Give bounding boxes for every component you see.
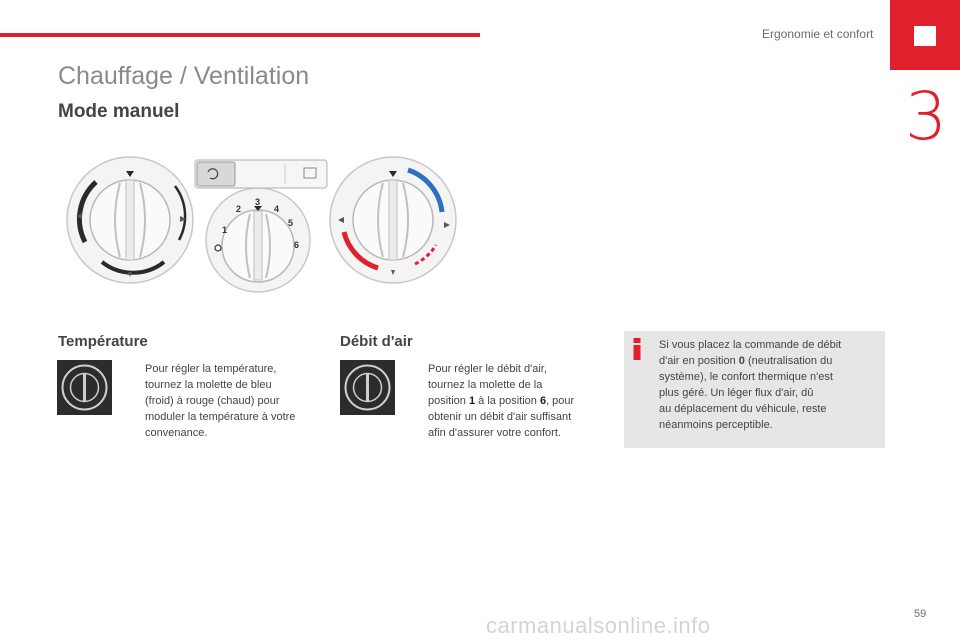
header-red-bar bbox=[0, 33, 480, 37]
chapter-tab-square bbox=[914, 26, 936, 46]
fan-scale-5: 5 bbox=[288, 218, 294, 228]
airflow-heading: Débit d'air bbox=[340, 333, 413, 350]
page-subtitle: Mode manuel bbox=[58, 101, 180, 122]
fan-scale-3: 3 bbox=[255, 197, 261, 207]
fan-scale-4: 4 bbox=[274, 204, 280, 214]
temperature-knob-thumbnail bbox=[57, 360, 112, 415]
fan-scale-6: 6 bbox=[294, 240, 300, 250]
control-panel-diagram bbox=[60, 150, 480, 300]
section-title: Ergonomie et confort bbox=[762, 27, 874, 41]
temperature-knob bbox=[330, 157, 456, 283]
info-text: Si vous placez la commande de débit d'air en position 0 (neutralisation du système), le confort thermique n'est plus géré. Un léger flux d'air, dû au déplacement du véhicule, reste néanmoins perceptible. bbox=[659, 339, 842, 431]
temperature-heading: Température bbox=[58, 333, 148, 350]
distribution-knob bbox=[67, 157, 193, 283]
temperature-text: Pour régler la température, tournez la molette de bleu (froid) à rouge (chaud) pour moduler la température à votre convenance. bbox=[145, 363, 296, 439]
fan-scale-2: 2 bbox=[236, 204, 242, 214]
airflow-knob-thumbnail bbox=[340, 360, 395, 415]
page-number: 59 bbox=[914, 608, 927, 620]
button-panel bbox=[195, 160, 327, 188]
page-title: Chauffage / Ventilation bbox=[58, 62, 310, 90]
watermark-text[interactable]: carmanualsonline.info bbox=[486, 613, 711, 638]
fan-scale-1: 1 bbox=[222, 225, 228, 235]
fan-speed-knob bbox=[206, 188, 310, 292]
chapter-number: 3 bbox=[905, 78, 947, 155]
info-icon bbox=[632, 338, 642, 360]
airflow-text: Pour régler le débit d'air, tournez la molette de la position 1 à la position 6, pour obtenir un débit d'air suffisant afin d'assurer votre confort. bbox=[428, 363, 575, 439]
